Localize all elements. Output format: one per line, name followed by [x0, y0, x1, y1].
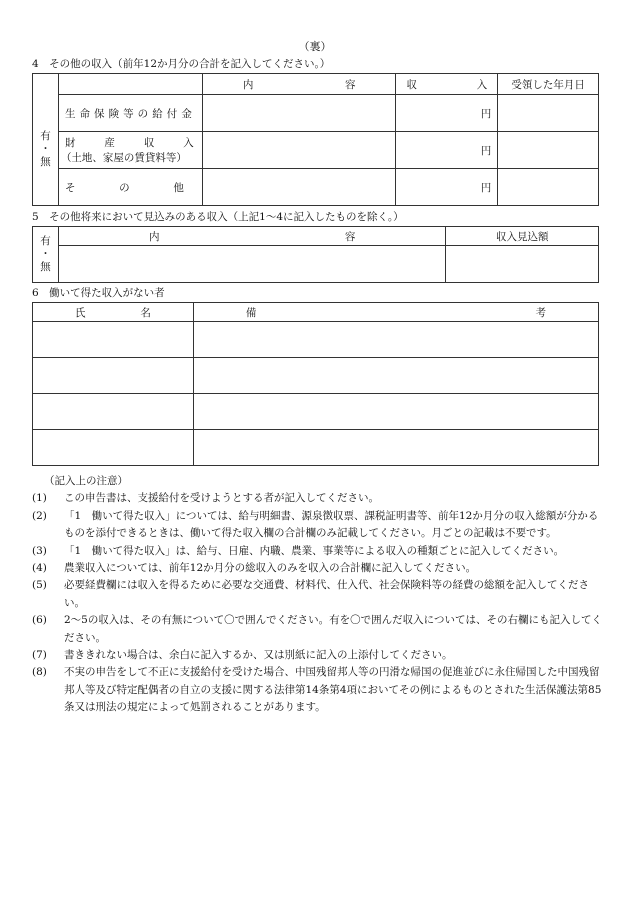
row-label-property-income — [58, 132, 202, 169]
row-sublabel: （土地、家屋の賃貸料等） — [60, 152, 187, 164]
label-char: 給 — [152, 107, 163, 120]
name-cell[interactable] — [33, 358, 194, 394]
label-char: 他 — [173, 181, 184, 194]
name-header-char-1: 氏 — [75, 306, 86, 319]
section-4-table — [32, 73, 599, 206]
has-label: 有 — [40, 235, 51, 247]
income-header — [396, 74, 498, 95]
note-item — [32, 577, 604, 612]
note-text: 「1 働いて得た収入」については、給与明細書、源泉徴収票、課税証明書等、前年12か月分の収入総額が分かるものを添付できるときは、働いて得た収入欄の合計欄のみ記載してください。月ごとの記載は不要です。 — [64, 509, 599, 540]
note-item — [32, 543, 604, 560]
label-char: 産 — [104, 137, 115, 149]
label-char: 財 — [64, 137, 76, 149]
label-char: 等 — [123, 107, 134, 120]
note-item — [32, 664, 604, 716]
label-char: の — [137, 107, 149, 120]
note-number: (1) — [32, 492, 47, 505]
dot-label: ・ — [40, 248, 51, 260]
note-text: 2〜5の収入は、その有無について〇で囲んでください。有を〇で囲んだ収入については、その右欄にも記入してください。 — [64, 614, 602, 644]
note-number: (2) — [32, 509, 47, 522]
label-char: 収 — [143, 137, 155, 149]
note-text: 不実の申告をして不正に支援給付を受けた場合、中国残留邦人等の円滑な帰国の促進並びに永住帰国した中国残留邦人等及び特定配偶者の自立の支援に関する法律第14条第4項においてその例によるものとされた生活保護法第85条又は刑法の規定によって処罰されることがあります。 — [64, 666, 602, 714]
remarks-cell[interactable] — [193, 430, 598, 466]
expected-income-cell[interactable] — [446, 246, 599, 283]
name-cell[interactable] — [33, 394, 194, 430]
income-cell[interactable]: 円 — [396, 95, 498, 132]
name-cell[interactable] — [33, 430, 194, 466]
income-header-char-1: 収 — [406, 78, 417, 91]
note-text: 「1 働いて得た収入」は、給与、日雇、内職、農業、事業等による収入の種類ごとに記入してください。 — [64, 544, 565, 557]
notes-section — [32, 473, 604, 717]
received-date-cell[interactable] — [498, 169, 599, 206]
received-date-header: 受領した年月日 — [498, 74, 599, 95]
content-header-char-2: 容 — [344, 230, 356, 243]
content-header-char-1: 内 — [148, 230, 160, 243]
remarks-header-char-1: 備 — [245, 306, 257, 319]
received-date-cell[interactable] — [498, 95, 599, 132]
label-char: 険 — [108, 107, 120, 120]
label-char: そ — [64, 181, 76, 194]
note-item — [32, 560, 604, 577]
label-char: 入 — [183, 137, 194, 149]
has-label: 有 — [40, 130, 51, 143]
note-number: (7) — [32, 649, 47, 662]
content-cell[interactable] — [58, 246, 445, 283]
remarks-header — [193, 303, 598, 322]
note-text: 必要経費欄には収入を得るために必要な交通費、材料代、仕入代、社会保険料等の経費の総額を記入してください。 — [64, 579, 589, 609]
income-cell[interactable]: 円 — [396, 169, 498, 206]
note-number: (8) — [32, 666, 47, 679]
row-label-life-insurance — [58, 95, 202, 132]
name-header — [33, 303, 194, 322]
note-number: (3) — [32, 544, 47, 557]
note-number: (4) — [32, 562, 47, 575]
note-item — [32, 647, 604, 664]
name-header-char-2: 名 — [140, 306, 151, 319]
page-title: （裏） — [298, 40, 332, 53]
note-item — [32, 508, 604, 543]
label-char: 金 — [181, 107, 192, 120]
note-number: (6) — [32, 614, 47, 627]
row-label-other — [58, 169, 202, 206]
label-char: 保 — [94, 107, 105, 120]
label-char: 命 — [79, 107, 90, 120]
remarks-cell[interactable] — [193, 394, 598, 430]
name-cell[interactable] — [33, 322, 194, 358]
label-char: の — [119, 181, 130, 194]
empty-header-cell — [58, 74, 202, 95]
section-6-table — [32, 302, 599, 466]
received-date-cell[interactable] — [498, 132, 599, 169]
section-5-table — [32, 226, 599, 283]
none-label: 無 — [40, 261, 51, 273]
note-number: (5) — [32, 579, 47, 592]
none-label: 無 — [40, 156, 51, 169]
note-text: 書ききれない場合は、余白に記入するか、又は別紙に記入の上添付してください。 — [64, 649, 453, 662]
section-5-heading: 5 その他将来において見込みのある収入（上記1〜4に記入したものを除く。） — [32, 211, 404, 223]
content-cell[interactable] — [202, 132, 396, 169]
content-cell[interactable] — [202, 169, 396, 206]
income-cell[interactable]: 円 — [396, 132, 498, 169]
label-char: 付 — [166, 107, 178, 120]
dot-label: ・ — [40, 143, 51, 156]
income-header-char-2: 入 — [476, 78, 488, 91]
note-item — [32, 490, 604, 507]
content-cell[interactable] — [202, 95, 396, 132]
remarks-header-char-2: 考 — [535, 306, 546, 319]
content-header-char-1: 内 — [242, 78, 254, 91]
content-header-char-2: 容 — [344, 78, 356, 91]
section-4-heading: 4 その他の収入（前年12か月分の合計を記入してください。） — [32, 58, 331, 70]
has-none-label — [33, 227, 59, 283]
section-6-heading: 6 働いて得た収入がない者 — [32, 287, 165, 299]
note-text: 農業収入については、前年12か月分の総収入のみを収入の合計欄に記入してください。 — [64, 562, 477, 575]
remarks-cell[interactable] — [193, 322, 598, 358]
note-text: この申告書は、支援給付を受けようとする者が記入してください。 — [64, 492, 379, 505]
side-label-cell — [33, 74, 59, 95]
has-none-label — [33, 95, 59, 206]
content-header — [202, 74, 396, 95]
note-item — [32, 612, 604, 647]
label-char: 生 — [64, 107, 76, 120]
content-header — [58, 227, 445, 246]
remarks-cell[interactable] — [193, 358, 598, 394]
notes-heading: （記入上の注意） — [44, 475, 128, 487]
expected-income-header: 収入見込額 — [446, 227, 599, 246]
